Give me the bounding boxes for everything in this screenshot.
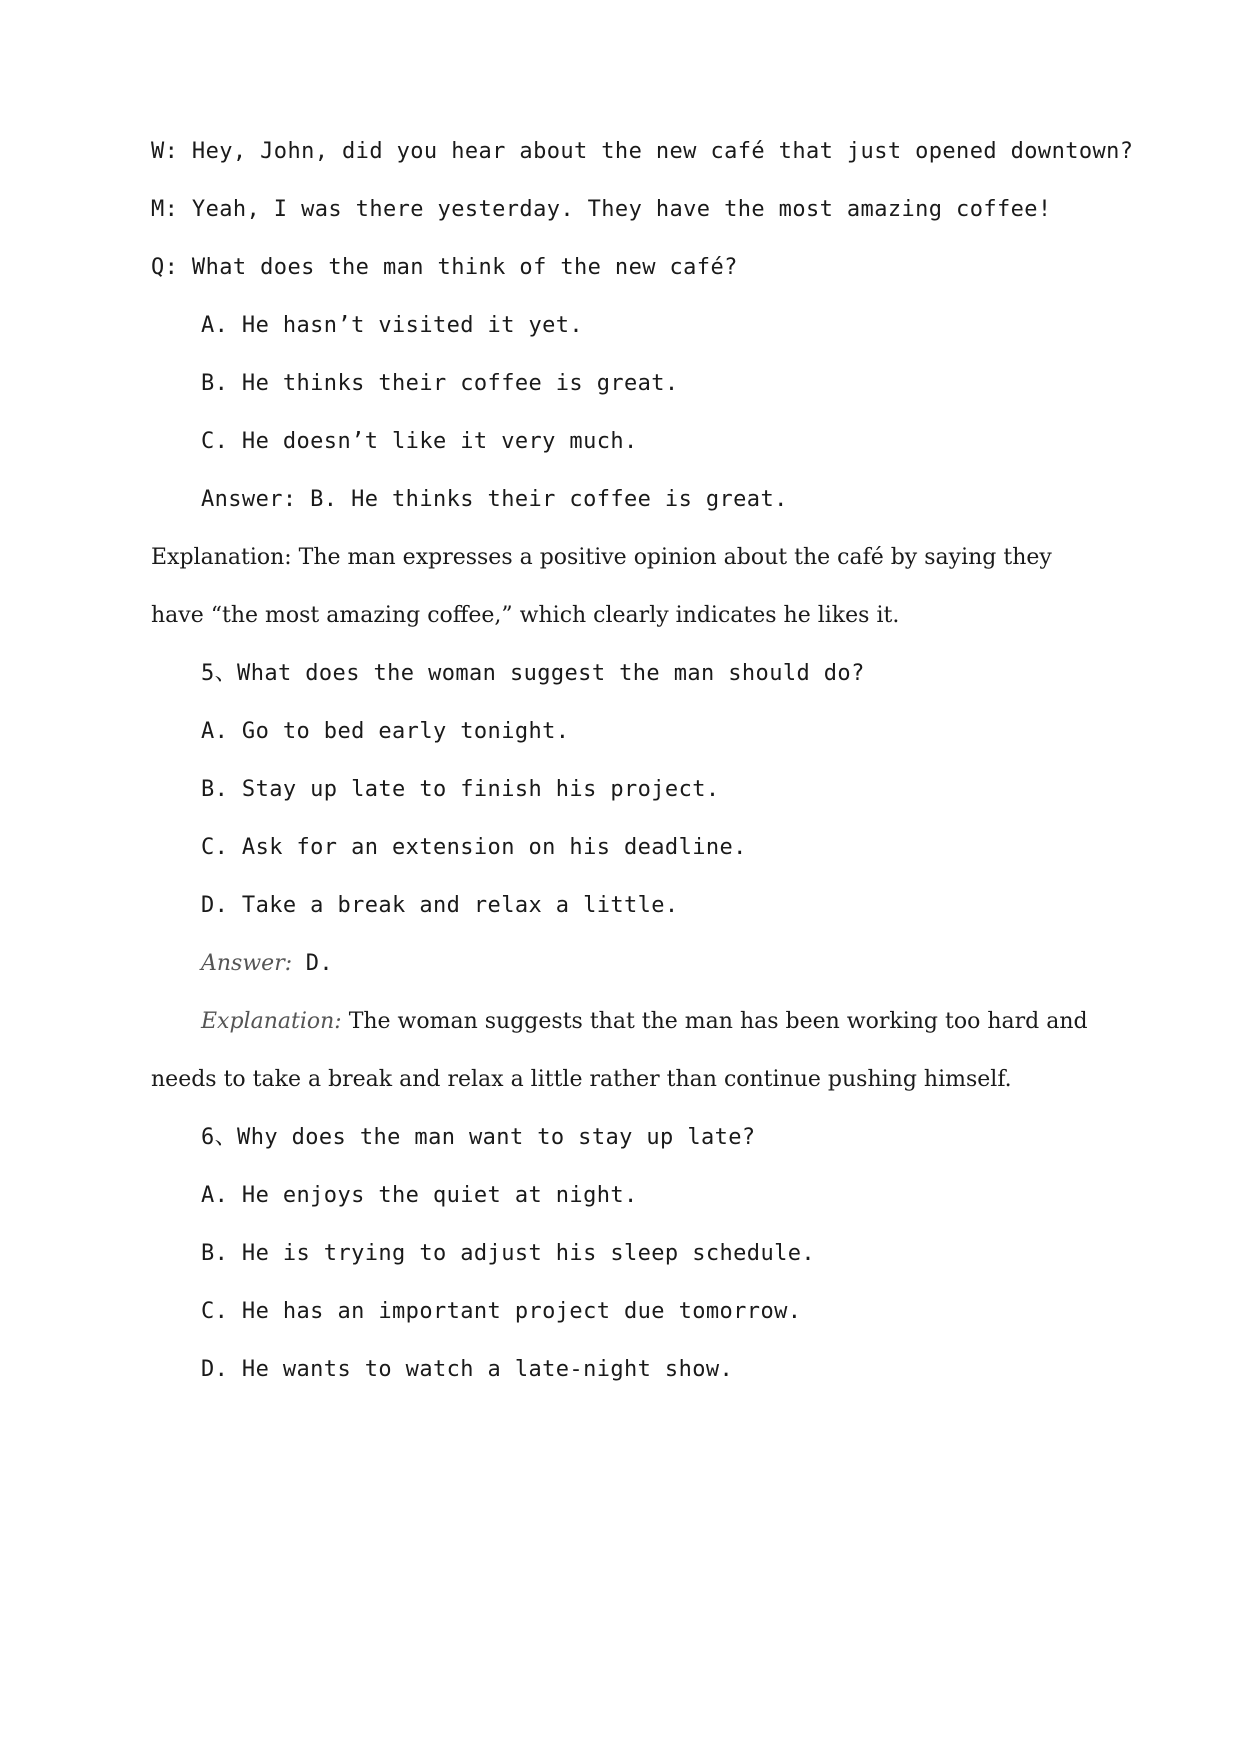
q4-answer: Answer: B. He thinks their coffee is great. xyxy=(201,487,788,512)
q6-option-b: B. He is trying to adjust his sleep schedule. xyxy=(201,1241,816,1266)
q6-question: 6、Why does the man want to stay up late? xyxy=(201,1125,756,1150)
q6-option-a: A. He enjoys the quiet at night. xyxy=(201,1183,638,1208)
q5-answer-value: D. xyxy=(292,951,334,976)
q5-answer-label: Answer: xyxy=(201,951,293,976)
q4-option-b: B. He thinks their coffee is great. xyxy=(201,371,679,396)
q5-option-d: D. Take a break and relax a little. xyxy=(201,893,679,918)
q4-option-a: A. He hasn’t visited it yet. xyxy=(201,313,584,338)
q5-explanation-line-1 xyxy=(201,1008,1101,1036)
q4-explanation-line-1: Explanation: The man expresses a positive opinion about the café by saying they xyxy=(151,545,1052,570)
q4-explanation-line-2: have “the most amazing coffee,” which clearly indicates he likes it. xyxy=(151,603,900,628)
q5-option-c: C. Ask for an extension on his deadline. xyxy=(201,835,747,860)
q4-option-c: C. He doesn’t like it very much. xyxy=(201,429,638,454)
question-line: Q: What does the man think of the new café? xyxy=(151,255,738,280)
q5-option-b: B. Stay up late to finish his project. xyxy=(201,777,720,802)
q5-explanation-line-2: needs to take a break and relax a little rather than continue pushing himself. xyxy=(151,1067,1012,1092)
dialogue-man-line: M: Yeah, I was there yesterday. They have the most amazing coffee! xyxy=(151,197,1052,222)
q5-question: 5、What does the woman suggest the man should do? xyxy=(201,661,865,686)
dialogue-woman-line: W: Hey, John, did you hear about the new café that just opened downtown? xyxy=(151,139,1134,164)
q5-explanation-label: Explanation: xyxy=(201,1009,342,1034)
q6-option-c: C. He has an important project due tomorrow. xyxy=(201,1299,802,1324)
q5-explanation-text: The woman suggests that the man has been working too hard and xyxy=(341,1009,1088,1034)
q6-option-d: D. He wants to watch a late-night show. xyxy=(201,1357,734,1382)
q5-answer xyxy=(201,950,1151,978)
q5-option-a: A. Go to bed early tonight. xyxy=(201,719,570,744)
